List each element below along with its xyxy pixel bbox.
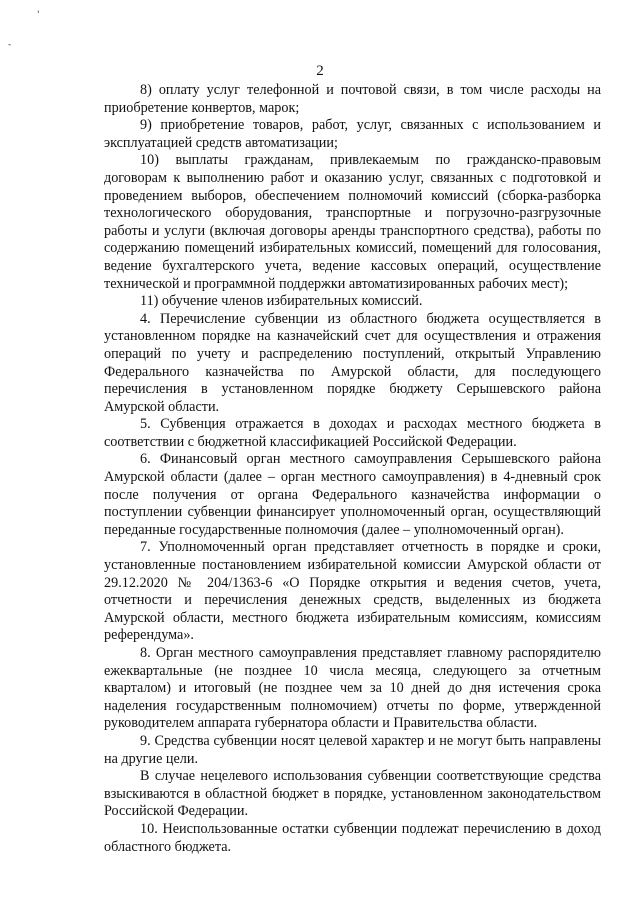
paragraph-section-5: 5. Субвенция отражается в доходах и расходах местного бюджета в соответствии с бюджетной классификацией Российской Федерации.	[104, 416, 601, 450]
document-body	[104, 82, 601, 856]
scan-mark: '	[37, 10, 40, 20]
paragraph-section-7: 7. Уполномоченный орган представляет отчетность в порядке и сроки, установленные постановлением избирательной комиссии Амурской области от 29.12.2020 № 204/1363-6 «О Порядке открытия и ведения счетов, учета, отчетности и перечисления денежных средств, выделенных из бюджета Амурской области, местного бюджета избирательным комиссиям, комиссиям референдума».	[104, 539, 601, 644]
scan-mark: -	[8, 40, 12, 50]
paragraph-section-9: 9. Средства субвенции носят целевой характер и не могут быть направлены на другие цели.	[104, 732, 601, 767]
paragraph-item-10: 10) выплаты гражданам, привлекаемым по гражданско-правовым договорам к выполнению работ и оказанию услуг, связанных с подготовкой и проведением выборов, обеспечением полномочий комиссий (сборка-разборка технологического оборудования, транспортные и погрузочно-разгрузочные работы и услуги (включая договоры аренды транспортного средства), работы по содержанию помещений избирательных комиссий, помещений для голосования, ведение бухгалтерского учета, ведение кассовых операций, осуществление технической и программной поддержки автоматизированных рабочих мест);	[104, 152, 601, 292]
paragraph-item-8: 8) оплату услуг телефонной и почтовой связи, в том числе расходы на приобретение конвертов, марок;	[104, 82, 601, 116]
paragraph-item-11: 11) обучение членов избирательных комиссий.	[140, 293, 423, 310]
paragraph-section-10: 10. Неиспользованные остатки субвенции подлежат перечислению в доход областного бюджета.	[104, 820, 601, 855]
paragraph-section-8: 8. Орган местного самоуправления представляет главному распорядителю ежеквартальные (не позднее 10 числа месяца, следующего за отчетным кварталом) и итоговый (не позднее чем за 10 дней до дня истечения срока наделения государственным полномочием) отчеты по форме, утвержденной руководителем аппарата губернатора области и Правительства области.	[104, 645, 601, 732]
paragraph-item-9: 9) приобретение товаров, работ, услуг, связанных с использованием и эксплуатацией средств автоматизации;	[104, 117, 601, 151]
paragraph-section-4: 4. Перечисление субвенции из областного бюджета осуществляется в установленном порядке на казначейский счет для осуществления и отражения операций по учету и распределению поступлений, открытый Управлению Федерального казначейства по Амурской области, для последующего перечисления в установленном порядке бюджету Серышевского района Амурской области.	[104, 310, 601, 415]
paragraph-misuse: В случае нецелевого использования субвенции соответствующие средства взыскиваются в областной бюджет в порядке, установленном законодательством Российской Федерации.	[104, 768, 601, 820]
page-number: 2	[316, 63, 324, 79]
paragraph-section-6: 6. Финансовый орган местного самоуправления Серышевского района Амурской области (далее – орган местного самоуправления) в 4-дневный срок после получения от органа Федерального казначейства информации о поступлении субвенции финансирует уполномоченный орган, осуществляющий переданные государственные полномочия (далее – уполномоченный орган).	[104, 451, 601, 538]
